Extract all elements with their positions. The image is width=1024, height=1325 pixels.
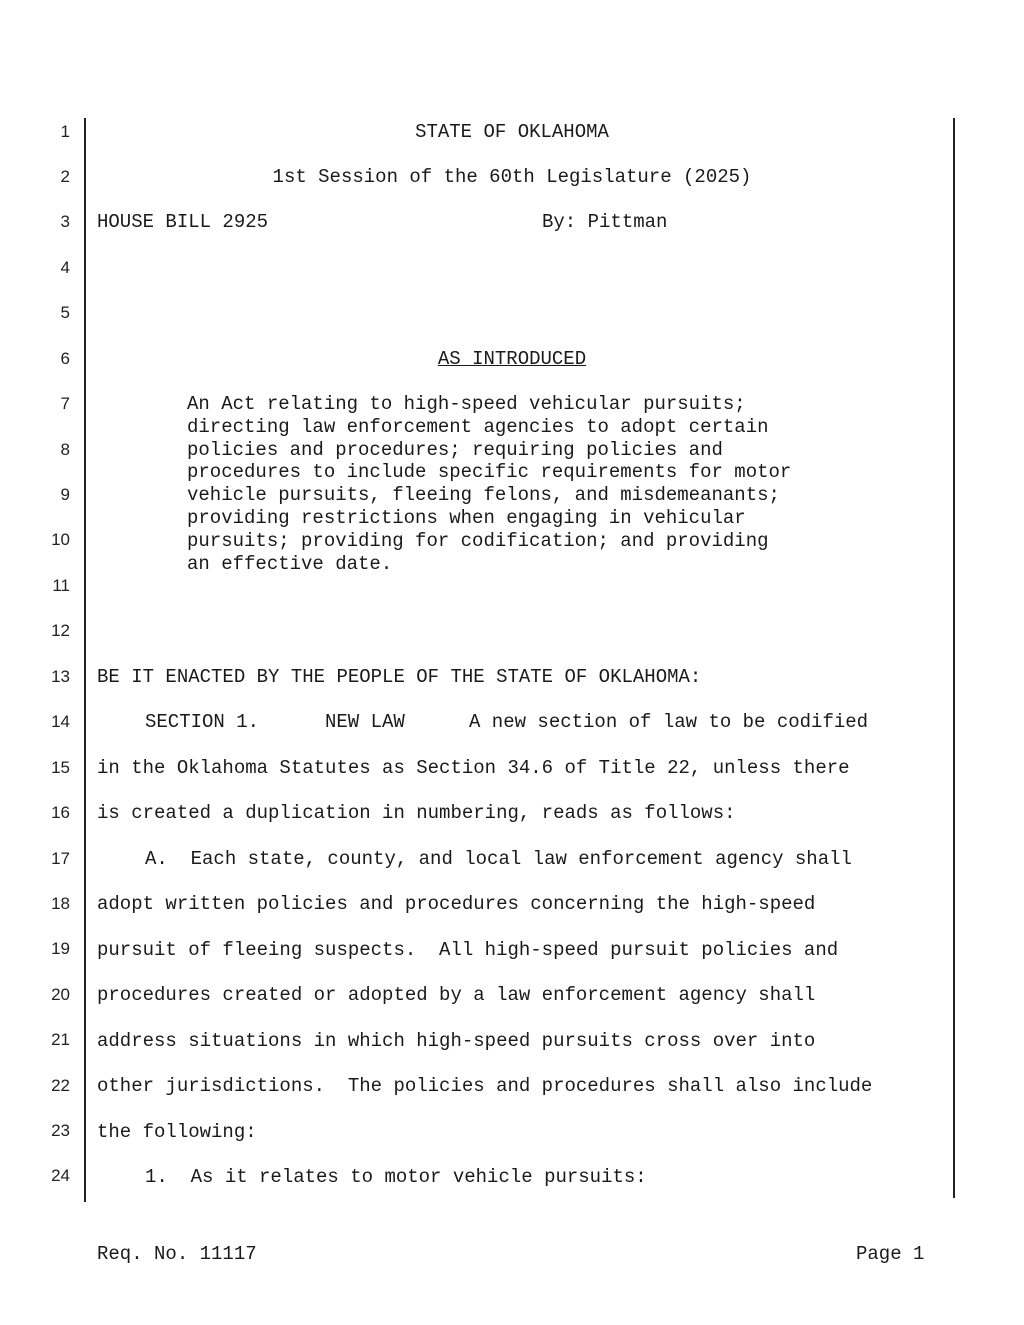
enacting-clause: BE IT ENACTED BY THE PEOPLE OF THE STATE OF OKLAHOMA: <box>97 666 702 688</box>
abstract-line: directing law enforcement agencies to adopt certain <box>187 415 769 438</box>
right-margin-rule <box>953 118 955 1198</box>
line-number: 18 <box>51 894 70 913</box>
line-number: 19 <box>51 939 70 958</box>
line-number: 13 <box>51 667 70 686</box>
bill-abstract <box>187 393 867 575</box>
bill-author: By: Pittman <box>542 211 668 233</box>
body-line: is created a duplication in numbering, reads as follows: <box>97 802 736 824</box>
line-number: 14 <box>51 712 70 731</box>
session-heading: 1st Session of the 60th Legislature (2025) <box>272 166 752 188</box>
line-number: 11 <box>52 576 70 595</box>
abstract-line: an effective date. <box>187 552 393 575</box>
line-number: 22 <box>51 1076 70 1095</box>
line-number: 6 <box>60 349 70 368</box>
line-number: 4 <box>60 258 70 277</box>
status-heading: AS INTRODUCED <box>437 348 587 370</box>
section-type: NEW LAW <box>325 711 405 733</box>
line-number: 20 <box>51 985 70 1004</box>
line-number: 16 <box>51 803 70 822</box>
line-number: 8 <box>60 440 70 459</box>
state-heading: STATE OF OKLAHOMA <box>415 121 609 143</box>
body-line: address situations in which high-speed pursuits cross over into <box>97 1030 816 1052</box>
line-number: 15 <box>51 758 70 777</box>
line-number: 9 <box>60 485 70 504</box>
line-number: 2 <box>60 167 70 186</box>
abstract-line: providing restrictions when engaging in vehicular <box>187 506 746 529</box>
section-label: SECTION 1. <box>145 711 260 733</box>
body-line: A. Each state, county, and local law enforcement agency shall <box>145 848 852 870</box>
line-number: 17 <box>51 849 70 868</box>
abstract-line: An Act relating to high-speed vehicular pursuits; <box>187 393 746 415</box>
line-number: 24 <box>51 1166 70 1185</box>
line-number: 21 <box>51 1030 70 1049</box>
request-number: Req. No. 11117 <box>97 1243 257 1265</box>
page-number: Page 1 <box>856 1243 925 1265</box>
bill-number: HOUSE BILL 2925 <box>97 211 269 233</box>
body-line: 1. As it relates to motor vehicle pursuits: <box>145 1166 647 1188</box>
line-number: 23 <box>51 1121 70 1140</box>
abstract-line: vehicle pursuits, fleeing felons, and misdemeanants; <box>187 484 780 507</box>
line-number: 10 <box>51 530 70 549</box>
abstract-line: policies and procedures; requiring policies and <box>187 438 723 461</box>
line-number: 5 <box>60 303 70 322</box>
line-number: 12 <box>51 621 70 640</box>
abstract-line: pursuits; providing for codification; and providing <box>187 529 769 552</box>
body-line: other jurisdictions. The policies and procedures shall also include <box>97 1075 873 1097</box>
body-line: A new section of law to be codified <box>469 711 869 733</box>
line-number: 1 <box>60 122 70 141</box>
body-line: procedures created or adopted by a law enforcement agency shall <box>97 984 816 1006</box>
left-margin-rule <box>84 118 86 1202</box>
body-line: pursuit of fleeing suspects. All high-speed pursuit policies and <box>97 939 839 961</box>
line-number: 7 <box>60 394 70 413</box>
body-line: adopt written policies and procedures concerning the high-speed <box>97 893 816 915</box>
abstract-line: procedures to include specific requirements for motor <box>187 461 792 484</box>
body-line: in the Oklahoma Statutes as Section 34.6 of Title 22, unless there <box>97 757 850 779</box>
body-line: the following: <box>97 1121 257 1143</box>
line-number: 3 <box>60 212 70 231</box>
